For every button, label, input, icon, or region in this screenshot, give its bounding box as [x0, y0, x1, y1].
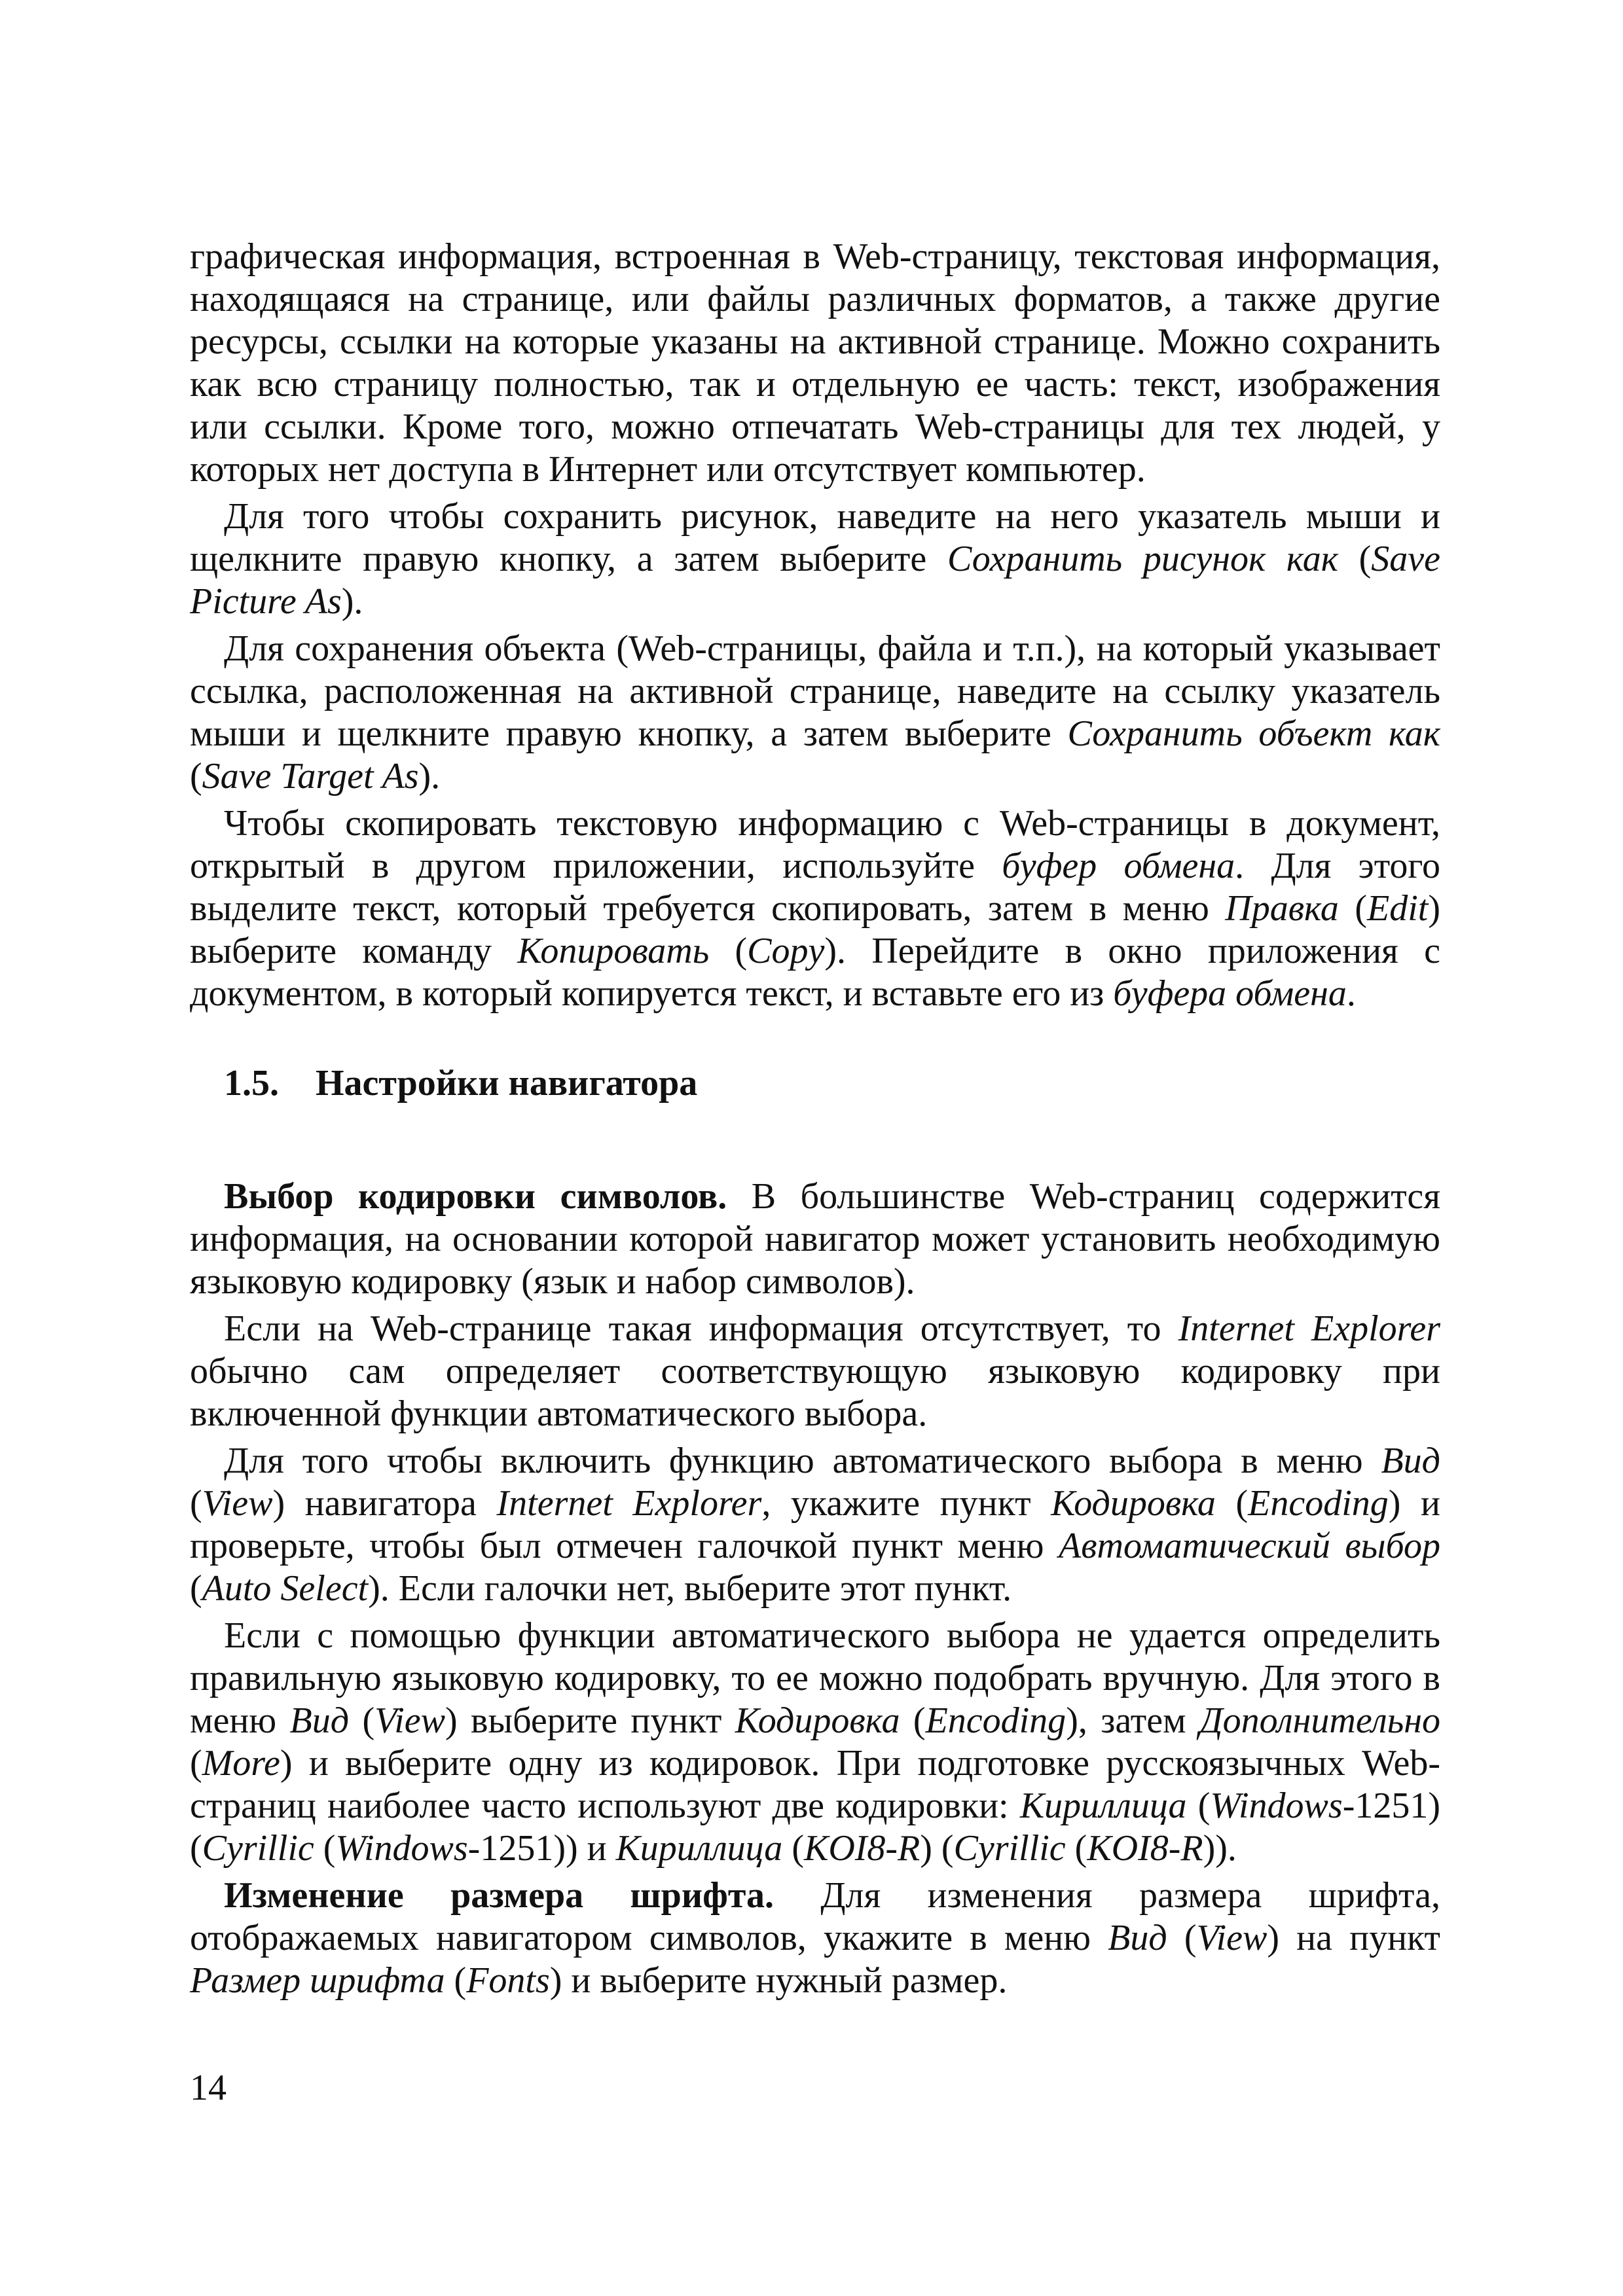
text-run: Если на Web-странице такая информация отсутствует, то — [224, 1308, 1178, 1349]
text-run: графическая информация, встроенная в Web-страницу, текстовая информация, находящаяся на странице, или файлы различных форматов, а также другие ресурсы, ссылки на которые указаны на активной странице. Можно сохранить как всю страницу полностью, так и отдельную ее часть: текст, изображения или ссылки. Кроме того, можно отпечатать Web-страницы для тех людей, у которых нет доступа в Интернет или отсутствует компьютер. — [190, 236, 1440, 490]
italic-term: Копировать — [517, 931, 710, 971]
text-run: ( — [190, 1483, 202, 1524]
paragraph — [190, 495, 1440, 623]
italic-term: Кодировка — [1051, 1483, 1216, 1524]
text-run: Для того чтобы сохранить рисунок, наведите на него указатель мыши и щелкните правую кнопку, а затем выберите — [190, 496, 1440, 579]
text-run: ) выберите пункт — [445, 1700, 735, 1741]
italic-term: Вид — [289, 1700, 350, 1741]
text-run: ( — [1167, 1918, 1197, 1958]
italic-term: Правка — [1225, 888, 1339, 929]
text-run: ( — [782, 1828, 804, 1869]
section-heading — [224, 1062, 1440, 1105]
text-run: ). Перейдите в окно приложения с документом, в который копируется текст, и вставьте его из — [190, 931, 1440, 1014]
italic-term: View — [1196, 1918, 1267, 1958]
italic-term: View — [374, 1700, 445, 1741]
text-run: ( — [1215, 1483, 1249, 1524]
italic-term: Windows — [335, 1828, 468, 1869]
text-run: обычно сам определяет соответствующую языковую кодировку при включенной функции автоматического выбора. — [190, 1351, 1440, 1434]
text-run: . Для этого выделите текст, который требуется скопировать, затем в меню — [190, 846, 1441, 929]
italic-term: Дополнительно — [1199, 1700, 1440, 1741]
paragraph — [190, 1874, 1440, 2002]
italic-term: Автоматический выбор — [1058, 1526, 1441, 1566]
italic-term: Save Target As — [202, 756, 419, 797]
italic-term: Кириллица — [1019, 1785, 1187, 1826]
paragraph — [190, 236, 1440, 491]
italic-term: Copy — [747, 931, 825, 971]
text-run: ( — [1338, 539, 1372, 579]
italic-term: Auto Select — [202, 1568, 369, 1609]
text-run: ) ( — [920, 1828, 954, 1869]
paragraphs-after-section — [190, 1175, 1440, 2002]
italic-term: Кодировка — [735, 1700, 900, 1741]
paragraph — [190, 1175, 1440, 1303]
italic-term: Вид — [1108, 1918, 1167, 1958]
text-run: ( — [349, 1700, 375, 1741]
text-run: , укажите пункт — [761, 1483, 1051, 1524]
italic-term: Encoding — [1248, 1483, 1389, 1524]
text-run: Если с помощью функции автоматического выбора не удается определить правильную языковую кодировку, то ее можно подобрать вручную. Для этого в меню — [190, 1615, 1440, 1741]
section-title: Настройки навигатора — [316, 1063, 698, 1103]
text-run: ), затем — [1066, 1700, 1199, 1741]
text-run: ( — [190, 1743, 202, 1784]
text-run: ( — [190, 756, 202, 797]
text-run: . — [1346, 973, 1356, 1014]
text-run: ( — [1338, 888, 1368, 929]
paragraphs-before-section — [190, 236, 1440, 1015]
italic-term: Вид — [1381, 1441, 1440, 1481]
italic-term: Internet Explorer — [496, 1483, 762, 1524]
text-run: Чтобы скопировать текстовую информацию с Web-страницы в документ, открытый в другом приложении, используйте — [190, 803, 1440, 886]
text-run: ( — [1065, 1828, 1087, 1869]
paragraph — [190, 1615, 1440, 1870]
text-run: ) и выберите нужный размер. — [549, 1960, 1008, 2001]
bold-run-in-heading: Изменение размера шрифта. — [224, 1875, 775, 1916]
text-run: ) на пункт — [1267, 1918, 1441, 1958]
text-run: -1251)) и — [467, 1828, 616, 1869]
paragraph — [190, 802, 1440, 1015]
text-run: ) выберите команду — [190, 888, 1440, 971]
text-run: ) и выберите одну из кодировок. При подготовке русскоязычных Web-страниц наиболее часто используют две кодировки: — [190, 1743, 1440, 1826]
text-run: Для изменения размера шрифта, отображаемых навигатором символов, укажите в меню — [190, 1875, 1441, 1958]
italic-term: Edit — [1367, 888, 1429, 929]
paragraph — [190, 628, 1440, 798]
text-run: ( — [900, 1700, 926, 1741]
italic-term: View — [202, 1483, 273, 1524]
text-run: Для того чтобы включить функцию автоматического выбора в меню — [224, 1441, 1381, 1481]
italic-term: Save Picture As — [190, 539, 1440, 622]
italic-term: KOI8-R — [803, 1828, 921, 1869]
italic-term: Fonts — [466, 1960, 550, 2001]
text-run: ) навигатора — [272, 1483, 497, 1524]
italic-term: буфер обмена — [1002, 846, 1235, 886]
section-number: 1.5. — [224, 1063, 279, 1103]
italic-term: Internet Explorer — [1178, 1308, 1440, 1349]
italic-term: Сохранить объект как — [1067, 713, 1440, 754]
text-run: ) и проверьте, чтобы был отмечен галочкой пункт меню — [190, 1483, 1440, 1566]
italic-term: Cyrillic — [953, 1828, 1066, 1869]
text-run: ( — [190, 1568, 202, 1609]
text-run: -1251) ( — [190, 1785, 1440, 1869]
italic-term: Размер шрифта — [190, 1960, 445, 2001]
text-run: ( — [445, 1960, 467, 2001]
italic-term: KOI8-R — [1087, 1828, 1203, 1869]
italic-term: Windows — [1210, 1785, 1343, 1826]
text-run: В большинстве Web-страниц содержится информация, на основании которой навигатор может установить необходимую языковую кодировку (язык и набор символов). — [190, 1176, 1440, 1302]
italic-term: Cyrillic — [202, 1828, 314, 1869]
italic-term: More — [202, 1743, 280, 1784]
italic-term: Encoding — [925, 1700, 1067, 1741]
text-run: ). — [418, 756, 441, 797]
text-run: )). — [1203, 1828, 1237, 1869]
bold-run-in-heading: Выбор кодировки символов. — [224, 1176, 727, 1217]
paragraph — [190, 1308, 1440, 1435]
text-run: ( — [709, 931, 748, 971]
page-number: 14 — [190, 2068, 227, 2108]
text-run: ). Если галочки нет, выберите этот пункт. — [368, 1568, 1012, 1609]
page-text-block — [190, 236, 1440, 2007]
italic-term: Сохранить рисунок как — [947, 539, 1338, 579]
text-run: ). — [341, 581, 363, 622]
italic-term: буфера обмена — [1113, 973, 1347, 1014]
text-run: ( — [1186, 1785, 1211, 1826]
paragraph — [190, 1440, 1440, 1610]
text-run: Для сохранения объекта (Web-страницы, файла и т.п.), на который указывает ссылка, расположенная на активной странице, наведите на ссылку указатель мыши и щелкните правую кнопку, а затем выберите — [190, 628, 1440, 754]
italic-term: Кириллица — [615, 1828, 783, 1869]
text-run: ( — [314, 1828, 336, 1869]
